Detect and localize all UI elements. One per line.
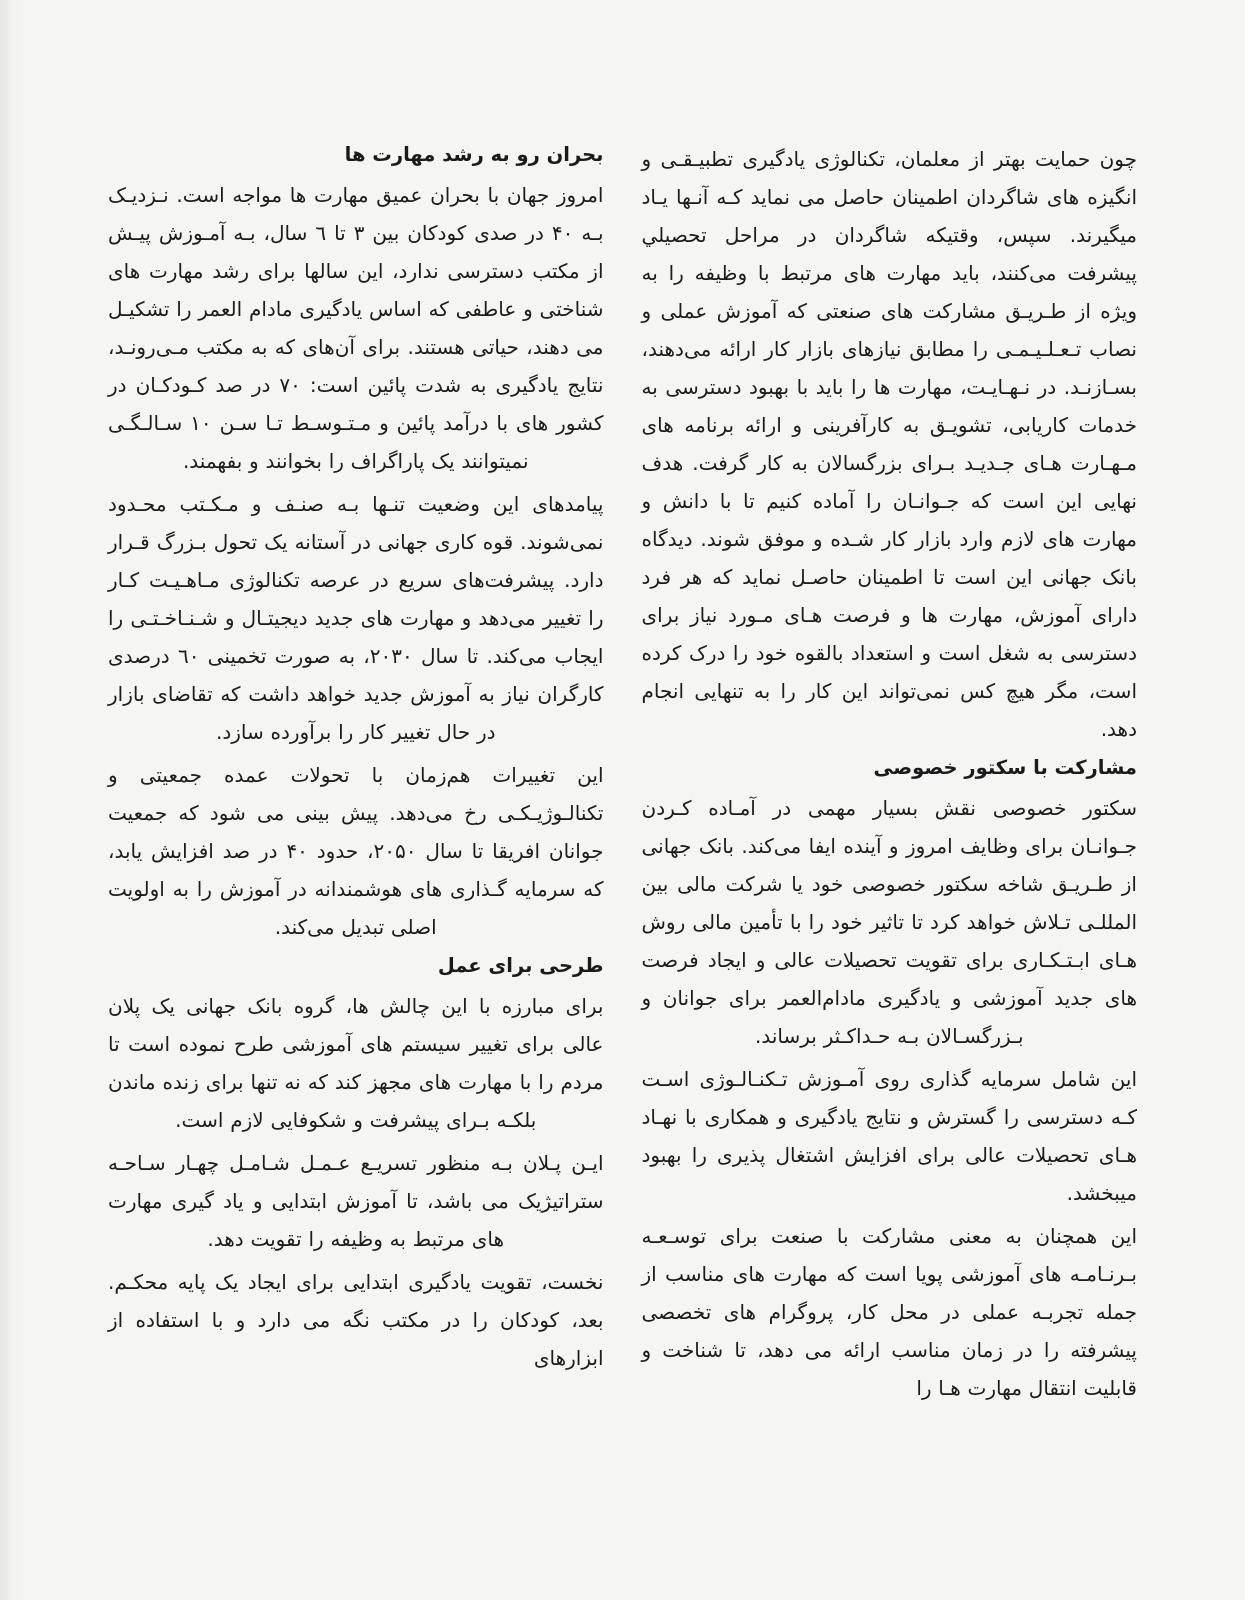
paragraph-left-1: چون حمایت بهتر از معلمان، تکنالوژی یادگیری تطبیـقـی و انگیزه های شاگردان اطمینان حاصل می نماید کـه آنـها یـاد میگیرند. سپس، وقتیکه شاگردان در مراحل تحصیلي پیشرفت می‌کنند، باید مهارت های مرتبط با وظیفه را به ویژه از طـریـق مشارکت های صنعتی که آموزش عملی و نصاب تـعـلـیـمـی را مطابق نیازهای بازار کار ارائه می‌دهند، بسـازنـد. در نـهـایـت، مهارت ها را باید با بهبود دسترسی به خدمات کاریابی، تشویـق به کارآفرینی و ارائه برنامه های مـهـارت هـای جـدیـد بـرای بزرگسالان به کار گرفت. هدف نهایی این است که جـوانـان را آماده کنیم تا با دانش و مهارت های لازم وارد بازار کار شـده و موفق شوند. دیدگاه بانک جهانی این است تا اطمینان حاصـل نماید که هر فرد دارای آموزش، مهارت ها و فرصت هـای مـورد نیاز برای دسترسی به شغل است و استعداد بالقوه خود را درک کرده است، مگر هیچ کس نمی‌تواند این کار را به تنهایی انجام دهد. — [641, 147, 1137, 741]
paragraph-right-1: امروز جهان با بحران عمیق مهارت ها مواجه است. نـزدیـک بـه ۴۰ در صدی کودکان بین ۳ تا ٦ سال، بـه آمـوزش پیـش از مکتب دسترسی ندارد، این سالها برای رشد مهارت های شناختی و عاطفی که اساس یادگیری مادام العمر را تشکیـل می دهند، حیاتی هستند. برای آن‌های که به مکتب مـی‌رونـد، نتایج یادگیری به شدت پائین است: ۷۰ در صد کـودکـان در کشور های با درآمد پائین و مـتـوسـط تـا سـن ۱۰ سـالـگـی نمیتوانند یک پاراگراف را بخوانند و بفهمند. — [108, 183, 604, 474]
two-column-layout — [108, 140, 1137, 1450]
section-heading-plan-for-action: طرحی برای عمل — [437, 954, 604, 978]
right-text-column — [108, 140, 604, 1450]
paragraph-right-5: ایـن پـلان بـه منظور تسریـع عـمـل شـامـل چهـار سـاحـه ستراتیژیک می باشد، تا آموزش ابتدایی و یاد گیری مهارت های مرتبط به وظیفه را تقویت دهد. — [108, 1151, 604, 1252]
section-heading-skills-crisis: بحران رو به رشد مهارت ها — [344, 143, 604, 166]
paragraph-right-2: پیامدهای این وضعیت تنـها بـه صنـف و مـکـتب محـدود نمی‌شوند. قوه کاری جهانی در آستانه یک تحول بـزرگ قـرار دارد. پیشرفت‌های سریع در عرصه تکنالوژی مـاهـیـت کـار را تغییر می‌دهد و مهارت های جدید دیجیتـال و شـنـاخـتـی را ایجاب می‌کند. تا سال ۲۰۳۰، به صورت تخمینی ٦۰ درصدی کارگران نیاز به آموزش جدید خواهد داشت که تقاضای بازار در حال تغییر کار را برآورده سازد. — [108, 492, 604, 745]
section-heading-private-sector-partnership: مشارکت با سکتور خصوصی — [873, 756, 1137, 779]
paragraph-right-4: برای مبارزه با این چالش ها، گروه بانک جهانی یک پلان عالی برای تغییر سیستم های آموزشی طرح نموده است تا مردم را با مهارت های مجهز کند که نه تنها برای زنده ماندن بلکـه بـرای پیشرفت و شکوفایی لازم است. — [108, 994, 604, 1133]
left-text-column — [642, 140, 1138, 1450]
paragraph-right-6: نخست، تقویت یادگیری ابتدایی برای ایجاد یک پایه محکـم. بعد، کودکان را در مکتب نگه می دارد و با استفاده از ابزارهای — [108, 1270, 604, 1371]
paragraph-left-2: سکتور خصوصی نقش بسیار مهمی در آمـاده کـردن جـوانـان برای وظایف امروز و آینده ایفا می‌کند. بانک جهانی از طـریـق شاخه سکتور خصوصی خود یا شرکت مالی بین المللـی تـلاش خواهد کرد تا تاثیر خود را با تأمین مالی روش هـای ابـتـکـاری برای تقویت تحصیلات عالی و ایجاد فرصت های جدید آموزشی و یادگیری مادام‌العمر برای جوانان و بـزرگسـالان بـه حـداکـثر برساند. — [641, 796, 1137, 1049]
paragraph-left-3: این شامل سرمایه گذاری روی آمـوزش تـکنـالـوژی اسـت کـه دسترسی را گسترش و نتایج یادگیری و همکاری با نهـاد هـای تحصیلات عالی برای افزایش اشتغال پذیری را بهبود میبخشد. — [641, 1067, 1137, 1206]
paragraph-right-3: این تغییرات هم‌زمان با تحولات عمده جمعیتی و تکنالـوژیـکـی رخ می‌دهد. پیش بینی می شود که جمعیت جوانان افریقا تا سال ۲۰۵۰، حدود ۴۰ در صد افزایش یابد، که سرمایه گـذاری های هوشمندانه در آموزش را به اولویت اصلی تبدیل می‌کند. — [108, 763, 604, 940]
paragraph-left-4: این همچنان به معنی مشارکت با صنعت برای توسـعـه بـرنـامـه های آموزشی پویا است که مهارت های مناسب از جمله تجربـه عملی در محل کار، پروگرام های تخصصی پیشرفته را در زمان مناسب ارائه می دهد، تا شناخت و قابلیت انتقال مهارت هـا را — [641, 1224, 1137, 1401]
